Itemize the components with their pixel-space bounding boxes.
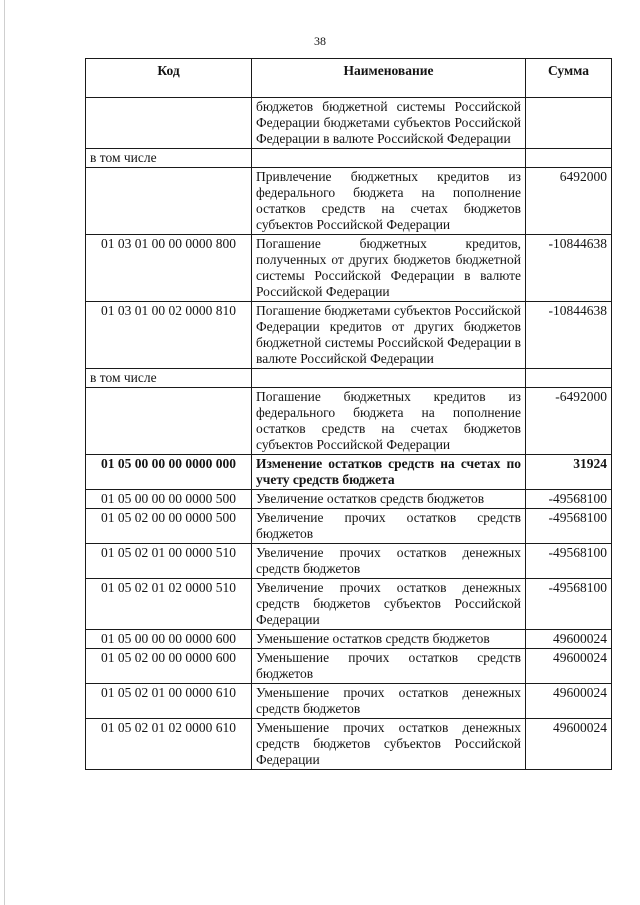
row-sum: 49600024 (526, 649, 612, 684)
table-row (86, 388, 612, 455)
row-code: 01 05 00 00 00 0000 600 (86, 630, 252, 649)
row-sum: -49568100 (526, 490, 612, 509)
budget-table (85, 58, 612, 770)
scan-edge-line (4, 0, 5, 905)
row-empty-cell (526, 149, 612, 168)
row-sum: -49568100 (526, 579, 612, 630)
row-name: Уменьшение остатков средств бюджетов (252, 630, 526, 649)
row-empty-cell (526, 369, 612, 388)
row-sum: -6492000 (526, 388, 612, 455)
row-code: 01 05 00 00 00 0000 000 (86, 455, 252, 490)
row-name: Уменьшение прочих остатков денежных средств бюджетов (252, 684, 526, 719)
header-code: Код (86, 59, 252, 98)
row-name: Уменьшение прочих остатков денежных средств бюджетов субъектов Российской Федерации (252, 719, 526, 770)
table-row (86, 235, 612, 302)
header-name: Наименование (252, 59, 526, 98)
header-sum: Сумма (526, 59, 612, 98)
row-code: 01 05 02 01 00 0000 610 (86, 684, 252, 719)
row-name: Погашение бюджетных кредитов, полученных от других бюджетов бюджетной системы Российской Федерации в валюте Российской Федерации (252, 235, 526, 302)
table-row (86, 168, 612, 235)
row-code: 01 05 00 00 00 0000 500 (86, 490, 252, 509)
row-code: 01 05 02 00 00 0000 600 (86, 649, 252, 684)
table-row (86, 719, 612, 770)
row-name: бюджетов бюджетной системы Российской Федерации бюджетами субъектов Российской Федерации в валюте Российской Федерации (252, 98, 526, 149)
row-code: 01 05 02 01 02 0000 610 (86, 719, 252, 770)
row-sum: 49600024 (526, 684, 612, 719)
row-sum: 49600024 (526, 719, 612, 770)
row-sum: -10844638 (526, 235, 612, 302)
row-name: Привлечение бюджетных кредитов из федерального бюджета на пополнение остатков средств на счетах бюджетов субъектов Российской Федерации (252, 168, 526, 235)
row-sum: -10844638 (526, 302, 612, 369)
row-name: Увеличение прочих остатков денежных средств бюджетов (252, 544, 526, 579)
table-row (86, 544, 612, 579)
row-code: 01 05 02 00 00 0000 500 (86, 509, 252, 544)
row-name: Увеличение прочих остатков средств бюджетов (252, 509, 526, 544)
table-row-total (86, 455, 612, 490)
row-sum: -49568100 (526, 544, 612, 579)
row-code: 01 05 02 01 02 0000 510 (86, 579, 252, 630)
row-code: 01 05 02 01 00 0000 510 (86, 544, 252, 579)
table-row (86, 630, 612, 649)
table-row (86, 509, 612, 544)
row-sum (526, 98, 612, 149)
row-name: Увеличение прочих остатков денежных средств бюджетов субъектов Российской Федерации (252, 579, 526, 630)
table-subheader-row (86, 369, 612, 388)
table-subheader-row (86, 149, 612, 168)
row-sum: 49600024 (526, 630, 612, 649)
row-code (86, 388, 252, 455)
table-row (86, 302, 612, 369)
row-code (86, 168, 252, 235)
row-name: Погашение бюджетных кредитов из федерального бюджета на пополнение остатков средств на счетах бюджетов субъектов Российской Федерации (252, 388, 526, 455)
row-name: Погашение бюджетами субъектов Российской Федерации кредитов от других бюджетов бюджетной системы Российской Федерации в валюте Российской Федерации (252, 302, 526, 369)
row-empty-cell (252, 149, 526, 168)
table-header-row (86, 59, 612, 98)
row-sum: 6492000 (526, 168, 612, 235)
table-row (86, 579, 612, 630)
table-row (86, 490, 612, 509)
row-subheader: в том числе (86, 369, 252, 388)
row-code: 01 03 01 00 00 0000 800 (86, 235, 252, 302)
page-number: 38 (314, 34, 326, 48)
row-sum: -49568100 (526, 509, 612, 544)
row-code (86, 98, 252, 149)
row-sum: 31924 (526, 455, 612, 490)
table-row (86, 98, 612, 149)
row-name: Уменьшение прочих остатков средств бюджетов (252, 649, 526, 684)
row-subheader: в том числе (86, 149, 252, 168)
row-empty-cell (252, 369, 526, 388)
table-row (86, 649, 612, 684)
row-name: Изменение остатков средств на счетах по учету средств бюджета (252, 455, 526, 490)
row-code: 01 03 01 00 02 0000 810 (86, 302, 252, 369)
table-row (86, 684, 612, 719)
row-name: Увеличение остатков средств бюджетов (252, 490, 526, 509)
